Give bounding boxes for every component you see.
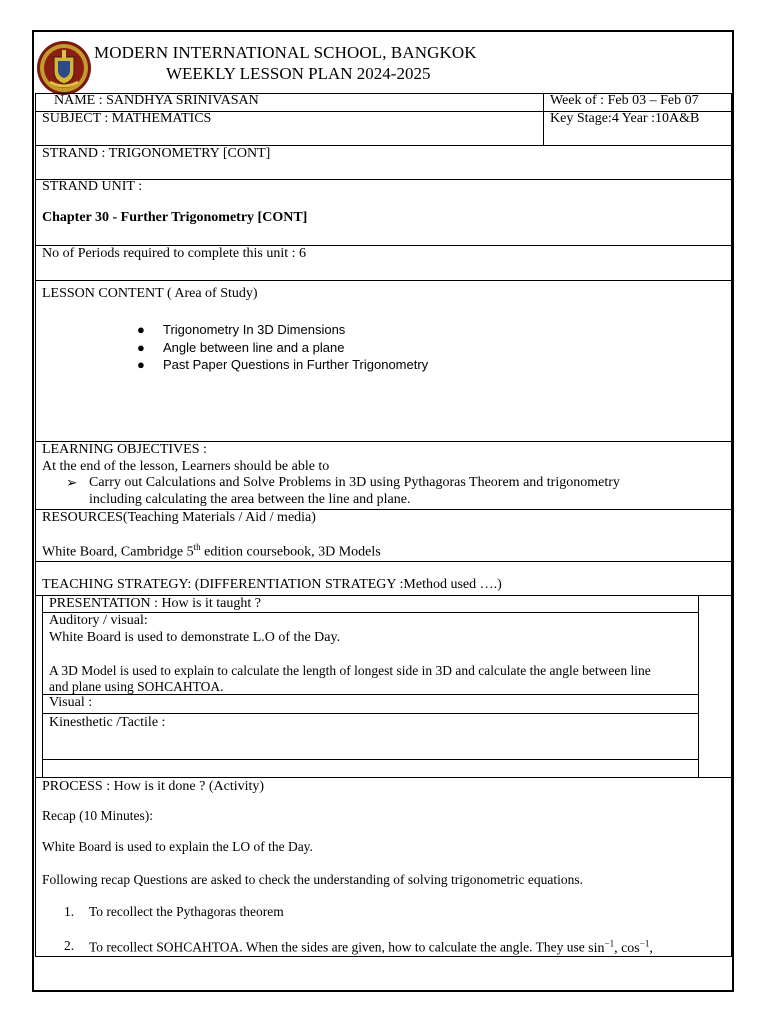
objectives-label: LEARNING OBJECTIVES : bbox=[42, 442, 207, 457]
divider bbox=[35, 145, 36, 956]
process-label: PROCESS : How is it done ? (Activity) bbox=[42, 779, 265, 794]
divider bbox=[42, 759, 698, 760]
whiteboard-text: White Board is used to explain the LO of the Day. bbox=[42, 839, 313, 854]
divider bbox=[543, 93, 544, 145]
objective-line: Carry out Calculations and Solve Problems in 3D using Pythagoras Theorem and trigonometry bbox=[89, 475, 620, 490]
divider bbox=[35, 561, 732, 562]
presentation-label: PRESENTATION : How is it taught ? bbox=[49, 596, 261, 611]
objectives-intro: At the end of the lesson, Learners should be able to bbox=[42, 459, 330, 474]
divider bbox=[731, 93, 732, 956]
list-item: To recollect SOHCAHTOA. When the sides are given, how to calculate the angle. They use $\sin^{-1}$, $\cos^{-1}$, bbox=[89, 938, 653, 956]
model-text: A 3D Model is used to explain to calculate the length of longest side in 3D and calculate the angle between line bbox=[49, 663, 651, 678]
key-stage: Key Stage:4 Year :10A&B bbox=[550, 111, 700, 126]
lesson-content-label: LESSON CONTENT ( Area of Study) bbox=[42, 286, 258, 301]
list-item: ● Angle between line and a plane bbox=[137, 340, 345, 355]
subject: SUBJECT : MATHEMATICS bbox=[42, 111, 212, 126]
school-crest-logo bbox=[36, 40, 92, 96]
visual-label: Visual : bbox=[49, 695, 93, 710]
week-of: Week of : Feb 03 – Feb 07 bbox=[550, 93, 699, 108]
following-text: Following recap Questions are asked to check the understanding of solving trigonometric equations. bbox=[42, 872, 583, 887]
strand: STRAND : TRIGONOMETRY [CONT] bbox=[42, 146, 271, 161]
divider bbox=[35, 93, 36, 145]
divider bbox=[42, 595, 43, 778]
model-text: and plane using SOHCAHTOA. bbox=[49, 679, 224, 694]
recap-label: Recap (10 Minutes): bbox=[42, 808, 153, 823]
auditory-text: White Board is used to demonstrate L.O of the Day. bbox=[49, 630, 341, 645]
kinesthetic-label: Kinesthetic /Tactile : bbox=[49, 715, 166, 730]
strand-unit-label: STRAND UNIT : bbox=[42, 179, 143, 194]
divider bbox=[35, 280, 732, 281]
plan-title: WEEKLY LESSON PLAN 2024-2025 bbox=[166, 64, 431, 83]
arrow-bullet-icon: ➢ bbox=[66, 475, 78, 490]
strategy-label: TEACHING STRATEGY: (DIFFERENTIATION STRATEGY :Method used ….) bbox=[42, 577, 502, 592]
resources-label: RESOURCES(Teaching Materials / Aid / media) bbox=[42, 510, 316, 525]
list-number: 2. bbox=[64, 938, 75, 953]
divider bbox=[35, 956, 732, 957]
list-item: ● Trigonometry In 3D Dimensions bbox=[137, 322, 346, 337]
teacher-name: NAME : SANDHYA SRINIVASAN bbox=[54, 93, 259, 108]
resources-text: White Board, Cambridge 5th edition coursebook, 3D Models bbox=[42, 542, 381, 560]
auditory-label: Auditory / visual: bbox=[49, 613, 148, 628]
list-item: ● Past Paper Questions in Further Trigonometry bbox=[137, 357, 429, 372]
objective-line: including calculating the area between the line and plane. bbox=[89, 492, 411, 507]
divider bbox=[42, 694, 698, 695]
periods: No of Periods required to complete this unit : 6 bbox=[42, 246, 307, 261]
list-number: 1. bbox=[64, 904, 75, 919]
divider bbox=[35, 777, 732, 778]
divider bbox=[42, 713, 698, 714]
school-name: MODERN INTERNATIONAL SCHOOL, BANGKOK bbox=[94, 43, 477, 62]
list-item: To recollect the Pythagoras theorem bbox=[89, 904, 284, 919]
divider bbox=[698, 595, 699, 778]
chapter-title: Chapter 30 - Further Trigonometry [CONT] bbox=[42, 210, 308, 225]
